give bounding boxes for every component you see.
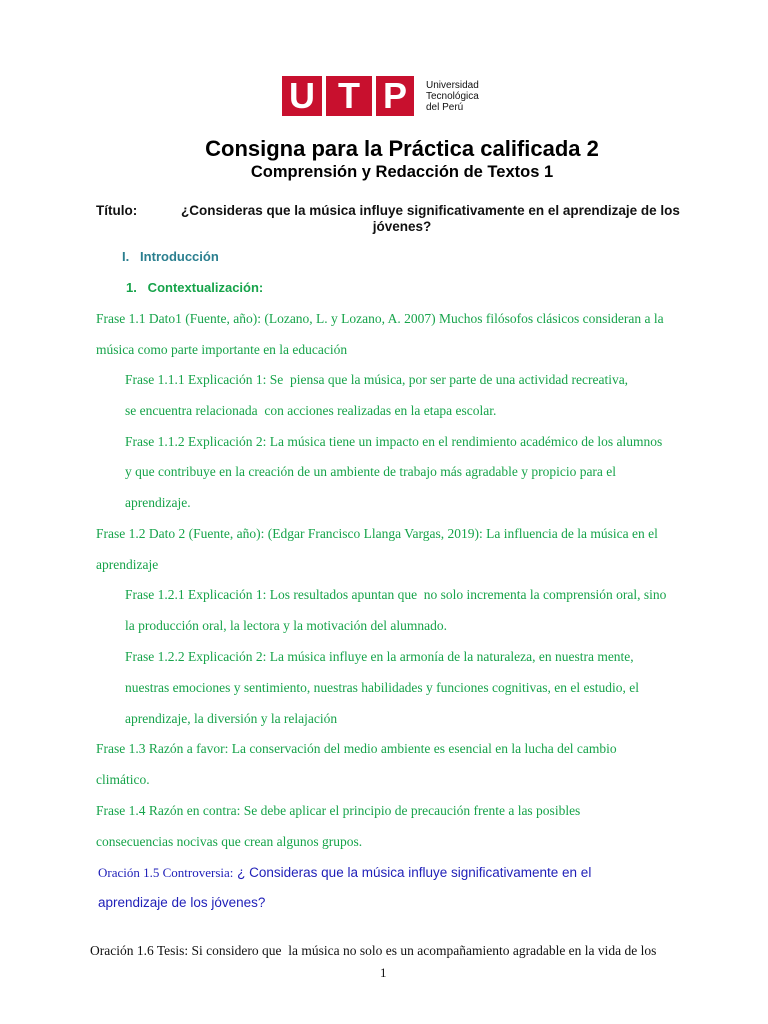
titulo-label: Título: (96, 203, 138, 218)
logo-text-line-2: Tecnológica (426, 91, 479, 102)
oracion-1-6-tesis: Oración 1.6 Tesis: Si considero que la música no solo es un acompañamiento agradable en la vida de los (90, 943, 657, 958)
utp-logo-box-t (326, 76, 372, 116)
section-contextualizacion: 1. Contextualización: (126, 280, 264, 295)
logo-text-line-3: del Perú (426, 102, 464, 113)
frase-1-1-2-line-3: aprendizaje. (125, 495, 191, 510)
oracion-1-5-question-part-2: aprendizaje de los jóvenes? (98, 895, 266, 910)
section-introduccion: I. Introducción (122, 249, 219, 264)
logo-letter-u: U (289, 75, 315, 116)
frase-1-1-2-line-1: Frase 1.1.2 Explicación 2: La música tiene un impacto en el rendimiento académico de los alumnos (125, 434, 663, 449)
logo-university-name (426, 80, 479, 113)
frase-1-2-2-line-2: nuestras emociones y sentimiento, nuestras habilidades y funciones cognitivas, en el estudio, el (125, 680, 640, 695)
logo-text-line-1: Universidad (426, 80, 479, 91)
frase-1-3-line-2: climático. (96, 772, 150, 787)
frase-1-3-line-1: Frase 1.3 Razón a favor: La conservación del medio ambiente es esencial en la lucha del cambio (96, 741, 617, 756)
page-title: Consigna para la Práctica calificada 2 (205, 136, 599, 161)
frase-1-1-2-line-2: y que contribuye en la creación de un ambiente de trabajo más agradable y propicio para el (125, 464, 617, 479)
page-subtitle: Comprensión y Redacción de Textos 1 (250, 163, 554, 181)
frase-1-2-1-line-1: Frase 1.2.1 Explicación 1: Los resultados apuntan que no solo incrementa la comprensión oral, sino (125, 587, 667, 602)
titulo-question-line-2: jóvenes? (372, 219, 432, 234)
frase-1-1-line-2: música como parte importante en la educación (96, 342, 348, 357)
oracion-1-5-question-part-1: ¿ Consideras que la música influye significativamente en el (233, 865, 592, 880)
utp-logo-box-u (282, 76, 322, 116)
logo-letter-p: P (382, 75, 407, 116)
frase-1-2-line-1: Frase 1.2 Dato 2 (Fuente, año): (Edgar Francisco Llanga Vargas, 2019): La influencia de la música en el (96, 526, 658, 541)
logo-letter-t: T (338, 75, 360, 116)
frase-1-2-1-line-2: la producción oral, la lectora y la motivación del alumnado. (125, 618, 448, 633)
utp-logo-box-p (376, 76, 414, 116)
titulo-question-line-1: ¿Consideras que la música influye significativamente en el aprendizaje de los (181, 203, 680, 218)
frase-1-2-line-2: aprendizaje (96, 557, 159, 572)
oracion-1-5-line-1 (98, 864, 591, 882)
frase-1-1-1-line-2: se encuentra relacionada con acciones realizadas en la etapa escolar. (125, 403, 497, 418)
frase-1-4-line-2: consecuencias nocivas que crean algunos grupos. (96, 834, 363, 849)
oracion-1-5-label: Oración 1.5 Controversia: (98, 865, 234, 880)
page-number: 1 (380, 965, 387, 980)
frase-1-2-2-line-1: Frase 1.2.2 Explicación 2: La música influye en la armonía de la naturaleza, en nuestra mente, (125, 649, 634, 664)
frase-1-1-1-line-1: Frase 1.1.1 Explicación 1: Se piensa que la música, por ser parte de una actividad recreativa, (125, 372, 629, 387)
frase-1-2-2-line-3: aprendizaje, la diversión y la relajación (125, 711, 338, 726)
frase-1-1-line-1: Frase 1.1 Dato1 (Fuente, año): (Lozano, L. y Lozano, A. 2007) Muchos filósofos clásicos consideran a la (96, 311, 664, 326)
frase-1-4-line-1: Frase 1.4 Razón en contra: Se debe aplicar el principio de precaución frente a las posibles (96, 803, 581, 818)
